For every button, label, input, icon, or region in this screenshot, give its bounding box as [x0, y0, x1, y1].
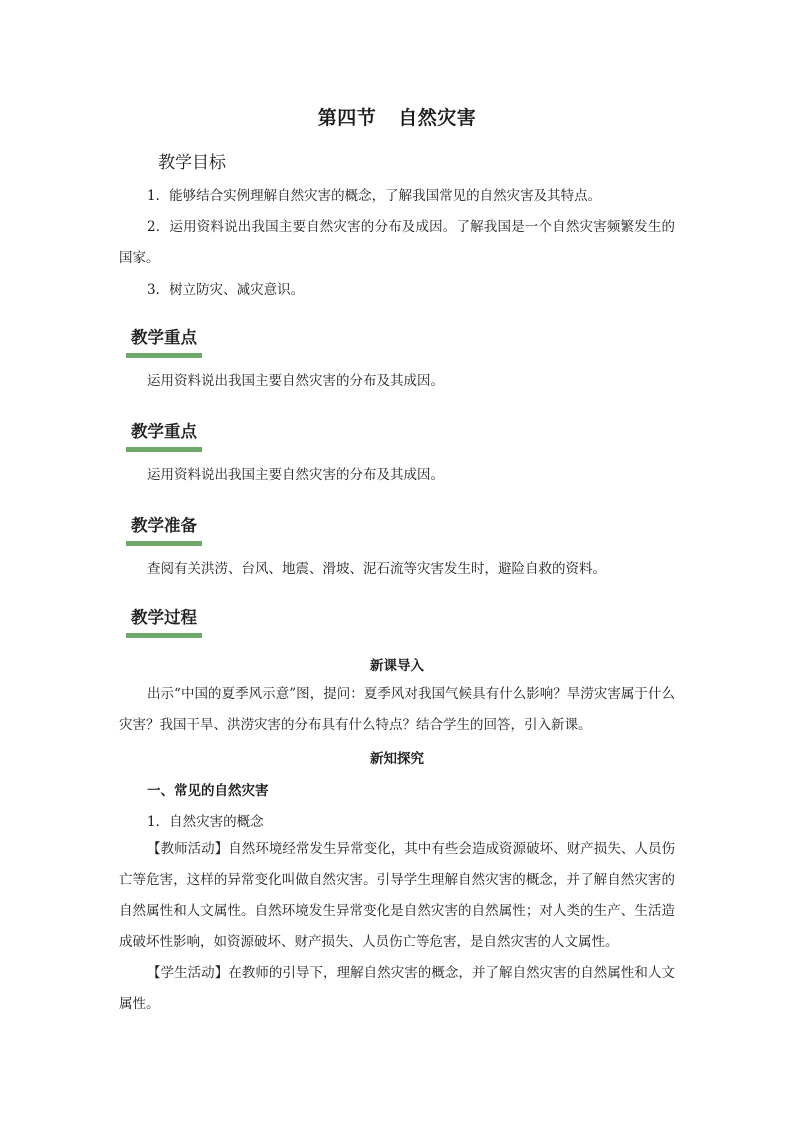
key-points-text: 运用资料说出我国主要自然灾害的分布及其成因。	[147, 373, 444, 389]
intro-text: 出示“中国的夏季风示意”图，提问：夏季风对我国气候具有什么影响？旱涝灾害属于什么灾害？我国干旱、洪涝灾害的分布具有什么特点？结合学生的回答，引入新课。	[119, 686, 675, 733]
section-1-heading: 一、常见的自然灾害	[147, 783, 269, 799]
title-section-number: 第四节	[317, 107, 377, 129]
key-points-text-repeat: 运用资料说出我国主要自然灾害的分布及其成因。	[147, 467, 444, 483]
objective-item-1: 1．能够结合实例理解自然灾害的概念，了解我国常见的自然灾害及其特点。	[147, 188, 602, 204]
key-points-heading: 教学重点	[126, 327, 202, 358]
key-points-heading-repeat: 教学重点	[126, 421, 202, 452]
process-heading: 教学过程	[126, 607, 202, 638]
preparation-heading: 教学准备	[126, 515, 202, 546]
explore-heading: 新知探究	[370, 751, 424, 767]
objectives-heading: 教学目标	[158, 153, 226, 173]
objective-item-3: 3．树立防灾、减灾意识。	[147, 282, 305, 298]
preparation-text: 查阅有关洪涝、台风、地震、滑坡、泥石流等灾害发生时，避险自救的资料。	[147, 561, 606, 577]
page-title	[0, 103, 794, 130]
intro-heading: 新课导入	[370, 658, 424, 674]
teacher-activity-text: 【教师活动】自然环境经常发生异常变化，其中有些会造成资源破坏、财产损失、人员伤亡等危害，这样的异常变化叫做自然灾害。引导学生理解自然灾害的概念，并了解自然灾害的自然属性和人文属性。自然环境发生异常变化是自然灾害的自然属性；对人类的生产、生活造成破坏性影响，如资源破坏、财产损失、人员伤亡等危害，是自然灾害的人文属性。	[119, 841, 675, 950]
section-1-subheading: 1．自然灾害的概念	[147, 814, 264, 830]
student-activity-text: 【学生活动】在教师的引导下，理解自然灾害的概念，并了解自然灾害的自然属性和人文属性。	[119, 965, 675, 1012]
title-topic: 自然灾害	[398, 107, 477, 129]
objective-item-2: 2．运用资料说出我国主要自然灾害的分布及成因。了解我国是一个自然灾害频繁发生的国家。	[119, 219, 675, 266]
